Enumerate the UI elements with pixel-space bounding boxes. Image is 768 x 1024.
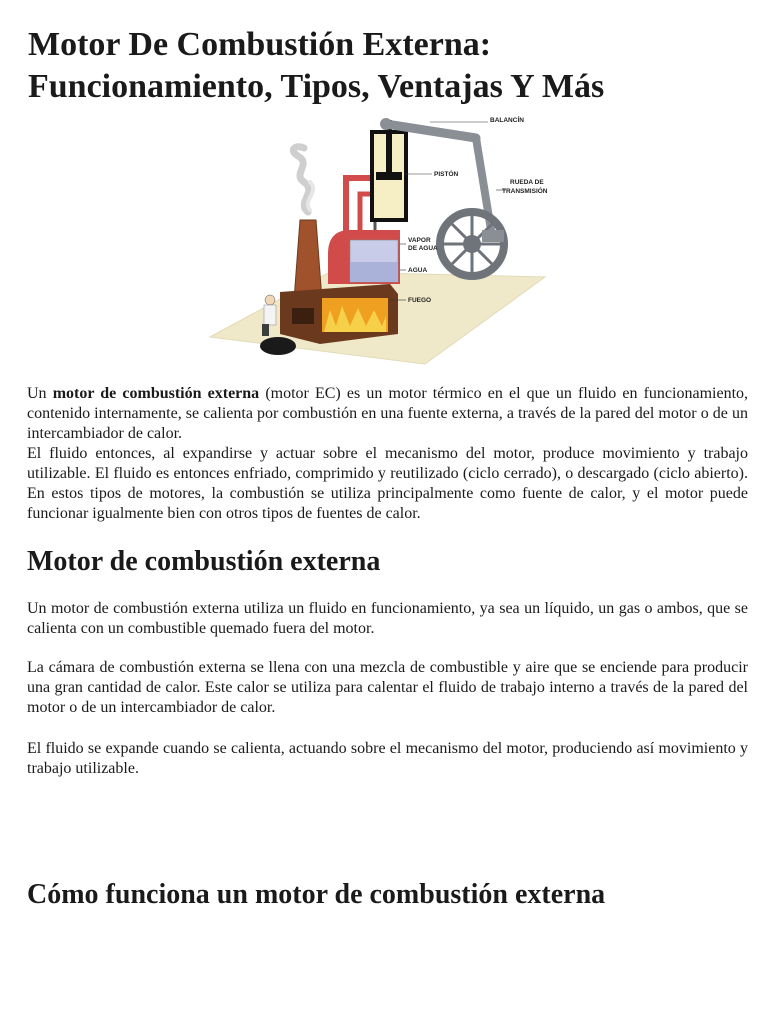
section1-paragraph-2: La cámara de combustión externa se llena con una mezcla de combustible y aire que se enciende para producir una gran cantidad de calor. Este calor se utiliza para calentar el fluido de trabajo interno a través de la pared del motor o de un intercambiador de calor. bbox=[27, 659, 748, 716]
label-vapor-1: VAPOR bbox=[408, 237, 431, 244]
label-fuego: FUEGO bbox=[408, 297, 432, 304]
label-rueda-1: RUEDA DE bbox=[510, 179, 544, 186]
label-vapor-2: DE AGUA bbox=[408, 245, 438, 252]
section-heading-2: Cómo funciona un motor de combustión externa bbox=[27, 879, 606, 910]
furnace-door bbox=[292, 308, 314, 324]
label-agua: AGUA bbox=[408, 267, 428, 274]
intro-paragraph-2: El fluido entonces, al expandirse y actuar sobre el mecanismo del motor, produce movimiento y trabajo utilizable. El fluido es entonces enfriado, comprimido y reutilizado (ciclo cerrado), o descargado (ciclo abierto). En estos tipos de motores, la combustión se utiliza principalmente como fuente de calor, y el motor puede funcionar igualmente bien con otros tipos de fuentes de calor. bbox=[27, 445, 748, 522]
label-rueda-2: TRANSMISIÓN bbox=[502, 188, 548, 195]
intro-prefix: Un bbox=[27, 385, 47, 402]
label-balancin: BALANCÍN bbox=[490, 117, 524, 124]
label-piston: PISTÓN bbox=[434, 171, 459, 178]
section1-paragraph-1: Un motor de combustión externa utiliza un fluido en funcionamiento, ya sea un líquido, un gas o ambos, que se calienta con un combustible quemado fuera del motor. bbox=[27, 600, 748, 637]
coal-pile bbox=[260, 337, 296, 355]
title-line-1: Motor De Combustión Externa: bbox=[28, 26, 492, 63]
intro-paragraph-1 bbox=[27, 384, 748, 444]
flywheel bbox=[440, 212, 504, 276]
worker bbox=[265, 295, 275, 305]
chimney bbox=[294, 220, 322, 300]
section1-paragraph-3: El fluido se expande cuando se calienta, actuando sobre el mecanismo del motor, produciendo así movimiento y trabajo utilizable. bbox=[27, 740, 748, 777]
title-line-2: Funcionamiento, Tipos, Ventajas Y Más bbox=[28, 68, 605, 105]
page-title bbox=[28, 24, 748, 108]
intro-bold-term: motor de combustión externa bbox=[52, 385, 260, 402]
intro-rest: (motor EC) es un motor térmico en el que un fluido en funcionamiento, contenido internamente, se calienta por combustión en una fuente externa, a través de la pared del motor o de un intercambiador de calor. bbox=[27, 385, 749, 442]
steam-engine-diagram bbox=[200, 112, 560, 368]
section-heading-1: Motor de combustión externa bbox=[27, 546, 381, 577]
